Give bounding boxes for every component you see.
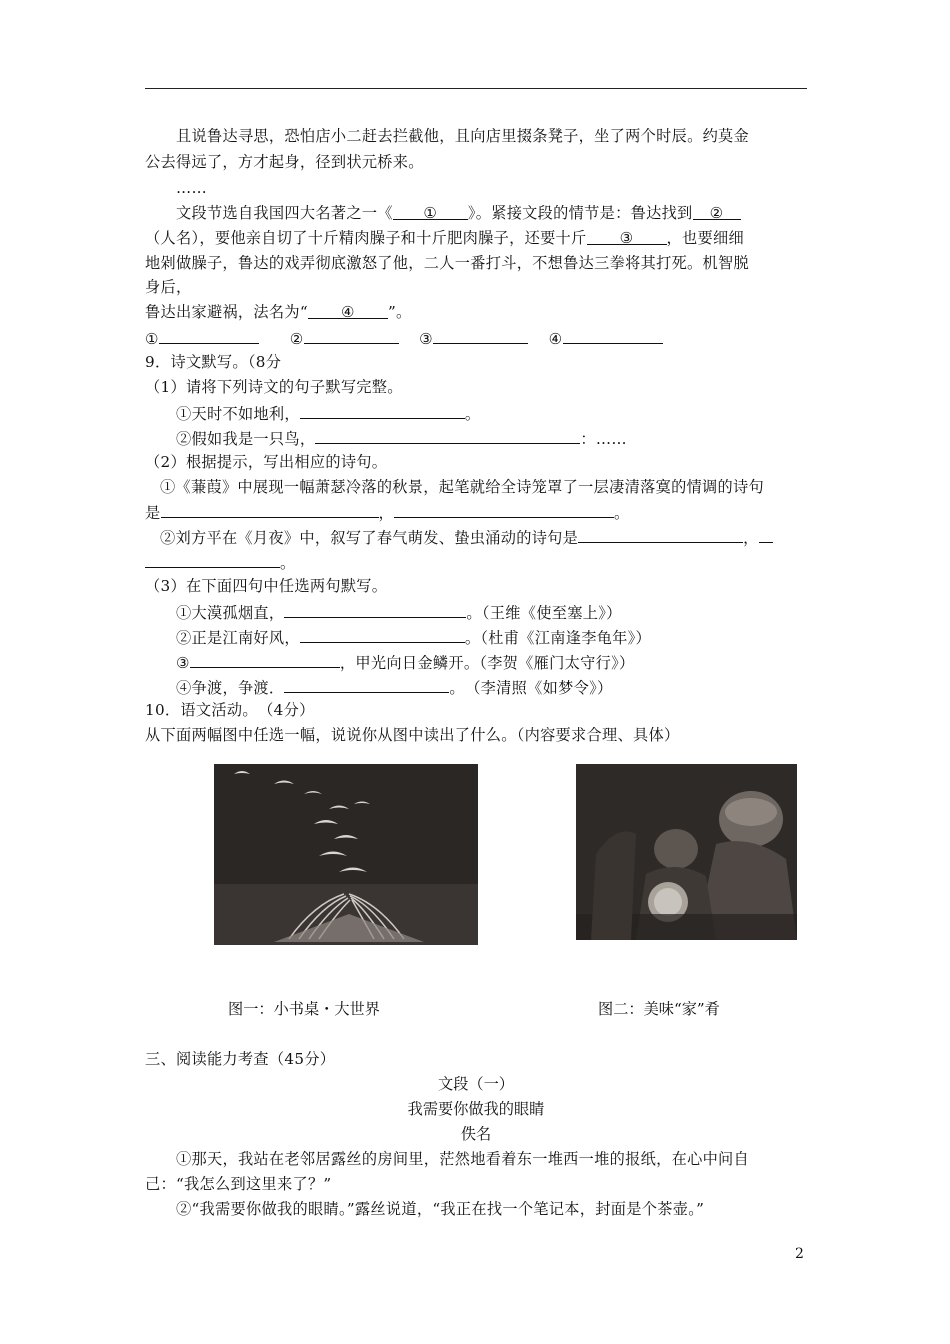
q8-text: 》。紧接文段的情节是：鲁达找到 xyxy=(467,204,693,222)
q9-text: 。（王维《使至塞上》） xyxy=(466,604,622,622)
q9-text: ， xyxy=(743,529,759,547)
answer-label-1: ① xyxy=(145,330,159,348)
passage-author: 佚名 xyxy=(460,1125,492,1143)
passage-line: 且说鲁达寻思，恐怕店小二赶去拦截他，且向店里掇条凳子，坐了两个时辰。约莫金 xyxy=(176,127,750,145)
q9-item1 xyxy=(176,402,480,424)
answer-field[interactable] xyxy=(284,676,449,693)
q9-text: 。 xyxy=(280,554,296,572)
q8-text: （人名），要他亲自切了十斤精肉臊子和十斤肥肉臊子，还要十斤 xyxy=(145,229,587,247)
header-rule xyxy=(145,88,807,89)
q8-line4: 身后， xyxy=(145,278,192,296)
q9-item4-cont xyxy=(145,551,296,573)
passage-line: 公去得远了，方才起身，径到状元桥来。 xyxy=(145,153,424,171)
q8-text: ，也要细细 xyxy=(666,229,744,247)
answer-field[interactable] xyxy=(300,402,465,419)
answer-label-2: ② xyxy=(289,330,304,348)
answer-label-4: ④ xyxy=(548,330,563,348)
answer-label-3: ③ xyxy=(419,330,434,348)
answer-field-2[interactable] xyxy=(304,327,399,344)
blank-4[interactable]: ④ xyxy=(308,302,388,319)
passage-paragraph: ②“我需要你做我的眼睛。”露丝说道，“我正在找一个笔记本，封面是个茶壶。” xyxy=(176,1200,705,1218)
q9-text: 。 xyxy=(464,405,481,423)
answer-field[interactable] xyxy=(315,427,580,444)
q9-text: ④争渡，争渡． xyxy=(176,679,285,697)
q9-text: ①大漠孤烟直， xyxy=(176,604,285,622)
answer-field[interactable] xyxy=(759,526,773,543)
q9-text: ， xyxy=(378,504,394,522)
q8-text: 文段节选自我国四大名著之一《 xyxy=(176,204,393,222)
family-dinner-image xyxy=(576,764,797,940)
page-number: 2 xyxy=(795,1246,804,1262)
q9-text: 。（杜甫《江南逢李龟年》） xyxy=(464,629,652,647)
q9-text: ②刘方平在《月夜》中，叙写了春气萌发、蛰虫涌动的诗句是 xyxy=(160,529,579,547)
q9-text: ③ xyxy=(176,654,190,672)
q9-title: 9．诗文默写。（8分 xyxy=(145,353,282,371)
answer-field[interactable] xyxy=(284,601,466,618)
passage-label: 文段（一） xyxy=(438,1075,514,1093)
ellipsis: …… xyxy=(176,179,207,197)
answer-field-1[interactable] xyxy=(159,327,259,344)
answer-field-3[interactable] xyxy=(433,327,528,344)
q9-item5 xyxy=(176,601,622,623)
q9-part3: （3）在下面四句中任选两句默写。 xyxy=(145,577,388,595)
q9-text: ：…… xyxy=(580,430,627,448)
q9-text: ，甲光向日金鳞开。（李贺《雁门太守行》） xyxy=(339,654,635,672)
answer-field-4[interactable] xyxy=(563,327,663,344)
q10-prompt: 从下面两幅图中任选一幅，说说你从图中读出了什么。（内容要求合理、具体） xyxy=(145,726,680,744)
q8-line5 xyxy=(145,302,412,322)
passage-paragraph: ①那天，我站在老邻居露丝的房间里，茫然地看着东一堆西一堆的报纸，在心中问自 xyxy=(176,1150,750,1168)
q9-item7 xyxy=(176,651,634,673)
q9-text: 。 （李清照《如梦令》） xyxy=(449,679,613,697)
passage-title: 我需要你做我的眼睛 xyxy=(407,1100,545,1118)
q8-line3: 地剁做臊子，鲁达的戏弄彻底激怒了他，二人一番打斗，不想鲁达三拳将其打死。机智脱 xyxy=(145,254,750,272)
figure1-caption: 图一：小书桌・大世界 xyxy=(228,1000,380,1018)
q9-item2 xyxy=(176,427,627,449)
blank-1[interactable]: ① xyxy=(393,203,468,220)
q8-answer-row xyxy=(145,327,663,349)
q8-text: 鲁达出家避祸，法名为“ xyxy=(145,303,308,321)
q9-part1: （1）请将下列诗文的句子默写完整。 xyxy=(145,378,403,396)
passage-paragraph: 己：“我怎么到这里来了？” xyxy=(145,1175,332,1193)
q9-text: 。 xyxy=(614,504,630,522)
q8-line2 xyxy=(145,228,744,248)
q10-title: 10．语文活动。 （4分） xyxy=(145,701,315,719)
q9-item8 xyxy=(176,676,612,698)
q9-item3-answer xyxy=(145,501,630,523)
answer-field[interactable] xyxy=(161,501,379,518)
answer-field[interactable] xyxy=(190,651,340,668)
blank-2[interactable]: ② xyxy=(693,203,741,220)
blank-3[interactable]: ③ xyxy=(587,228,667,245)
birds-flying-from-book-image xyxy=(214,764,478,945)
q8-line1 xyxy=(176,203,741,223)
answer-field[interactable] xyxy=(145,551,280,568)
q9-item3: ①《蒹葭》中展现一幅萧瑟冷落的秋景，起笔就给全诗笼罩了一层凄清落寞的情调的诗句 xyxy=(160,478,765,496)
q9-part2: （2）根据提示，写出相应的诗句。 xyxy=(145,453,388,471)
q9-item6 xyxy=(176,626,651,648)
q9-text: ②正是江南好风， xyxy=(176,629,300,647)
q9-text: ②假如我是一只鸟， xyxy=(176,430,316,448)
q9-item4 xyxy=(160,526,773,548)
section3-title: 三、阅读能力考查（45分） xyxy=(145,1050,336,1068)
q9-text: 是 xyxy=(145,504,161,522)
answer-field[interactable] xyxy=(578,526,743,543)
answer-field[interactable] xyxy=(394,501,614,518)
answer-field[interactable] xyxy=(300,626,465,643)
q9-text: ①天时不如地利， xyxy=(176,405,300,423)
figure2-caption: 图二：美味“家”肴 xyxy=(598,1000,720,1018)
q8-text: ”。 xyxy=(387,303,412,321)
